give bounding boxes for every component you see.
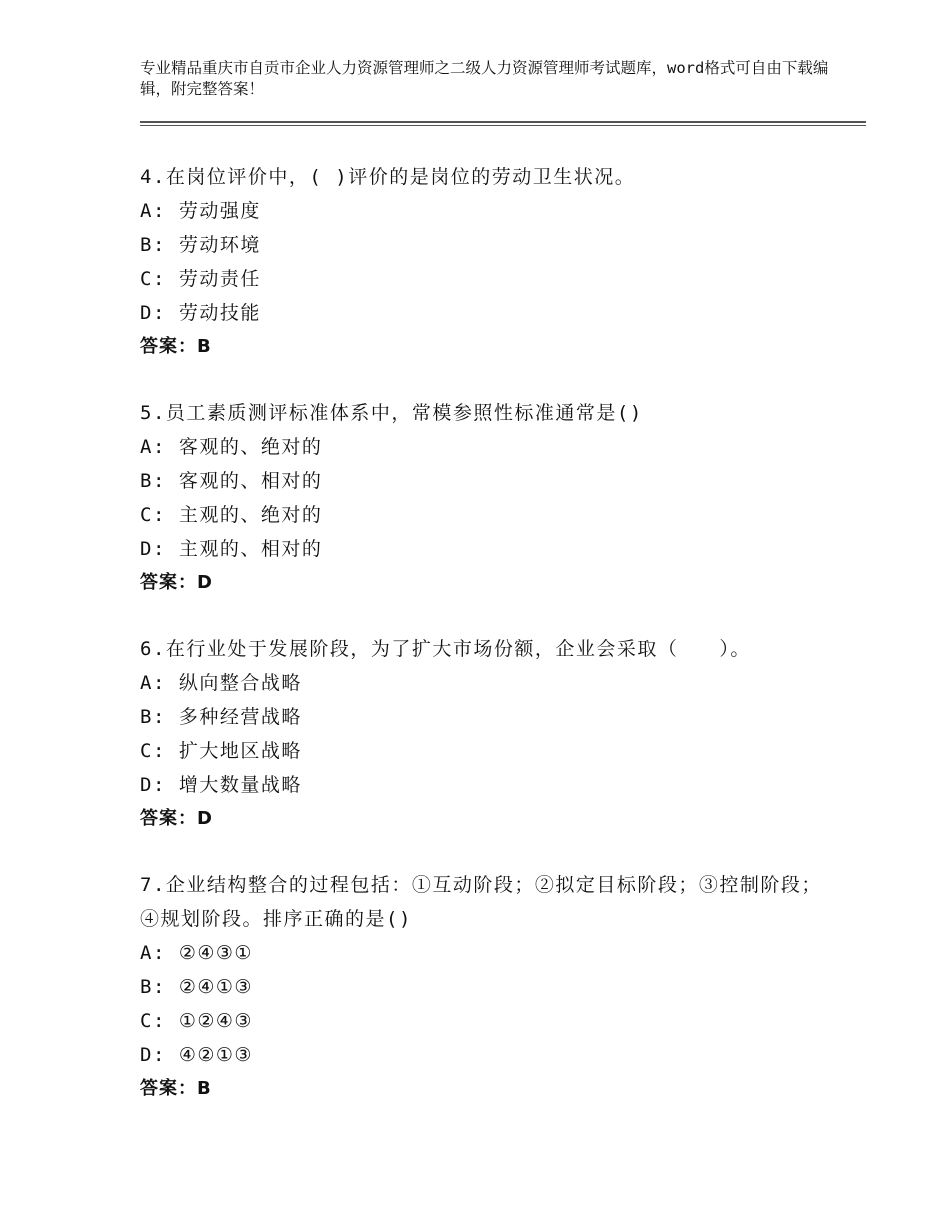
option-c: C: ①②④③ xyxy=(140,1010,253,1032)
option-c: C: 劳动责任 xyxy=(140,268,261,290)
answer-label: 答案：B xyxy=(140,1078,212,1099)
header-divider-thin xyxy=(140,125,866,126)
document-header xyxy=(140,58,830,100)
option-a: A: 纵向整合战略 xyxy=(140,672,302,694)
option-d: D: 增大数量战略 xyxy=(140,774,302,796)
question-stem: 7.企业结构整合的过程包括：①互动阶段；②拟定目标阶段；③控制阶段；④规划阶段。排序正确的是() xyxy=(140,874,822,930)
question-stem: 5.员工素质测评标准体系中，常模参照性标准通常是() xyxy=(140,402,643,424)
question-stem: 6.在行业处于发展阶段，为了扩大市场份额，企业会采取（ ）。 xyxy=(140,638,751,660)
option-b: B: ②④①③ xyxy=(140,976,253,998)
question-list xyxy=(140,160,840,1138)
option-a: A: 劳动强度 xyxy=(140,200,261,222)
header-divider xyxy=(140,121,866,123)
option-b: B: 客观的、相对的 xyxy=(140,470,323,492)
option-d: D: ④②①③ xyxy=(140,1044,253,1066)
question-stem: 4.在岗位评价中，( )评价的是岗位的劳动卫生状况。 xyxy=(140,166,636,188)
option-d: D: 主观的、相对的 xyxy=(140,538,323,560)
answer-label: 答案：D xyxy=(140,572,213,593)
option-d: D: 劳动技能 xyxy=(140,302,261,324)
option-a: A: 客观的、绝对的 xyxy=(140,436,323,458)
header-title: 专业精品重庆市自贡市企业人力资源管理师之二级人力资源管理师考试题库，word格式可自由下载编辑，附完整答案！ xyxy=(140,59,829,98)
answer-label: 答案：D xyxy=(140,808,213,829)
option-c: C: 主观的、绝对的 xyxy=(140,504,323,526)
answer-label: 答案：B xyxy=(140,336,212,357)
option-a: A: ②④③① xyxy=(140,942,253,964)
question-4 xyxy=(140,160,840,364)
question-6 xyxy=(140,632,840,836)
question-5 xyxy=(140,396,840,600)
question-7 xyxy=(140,868,840,1106)
option-b: B: 劳动环境 xyxy=(140,234,261,256)
option-b: B: 多种经营战略 xyxy=(140,706,302,728)
option-c: C: 扩大地区战略 xyxy=(140,740,302,762)
